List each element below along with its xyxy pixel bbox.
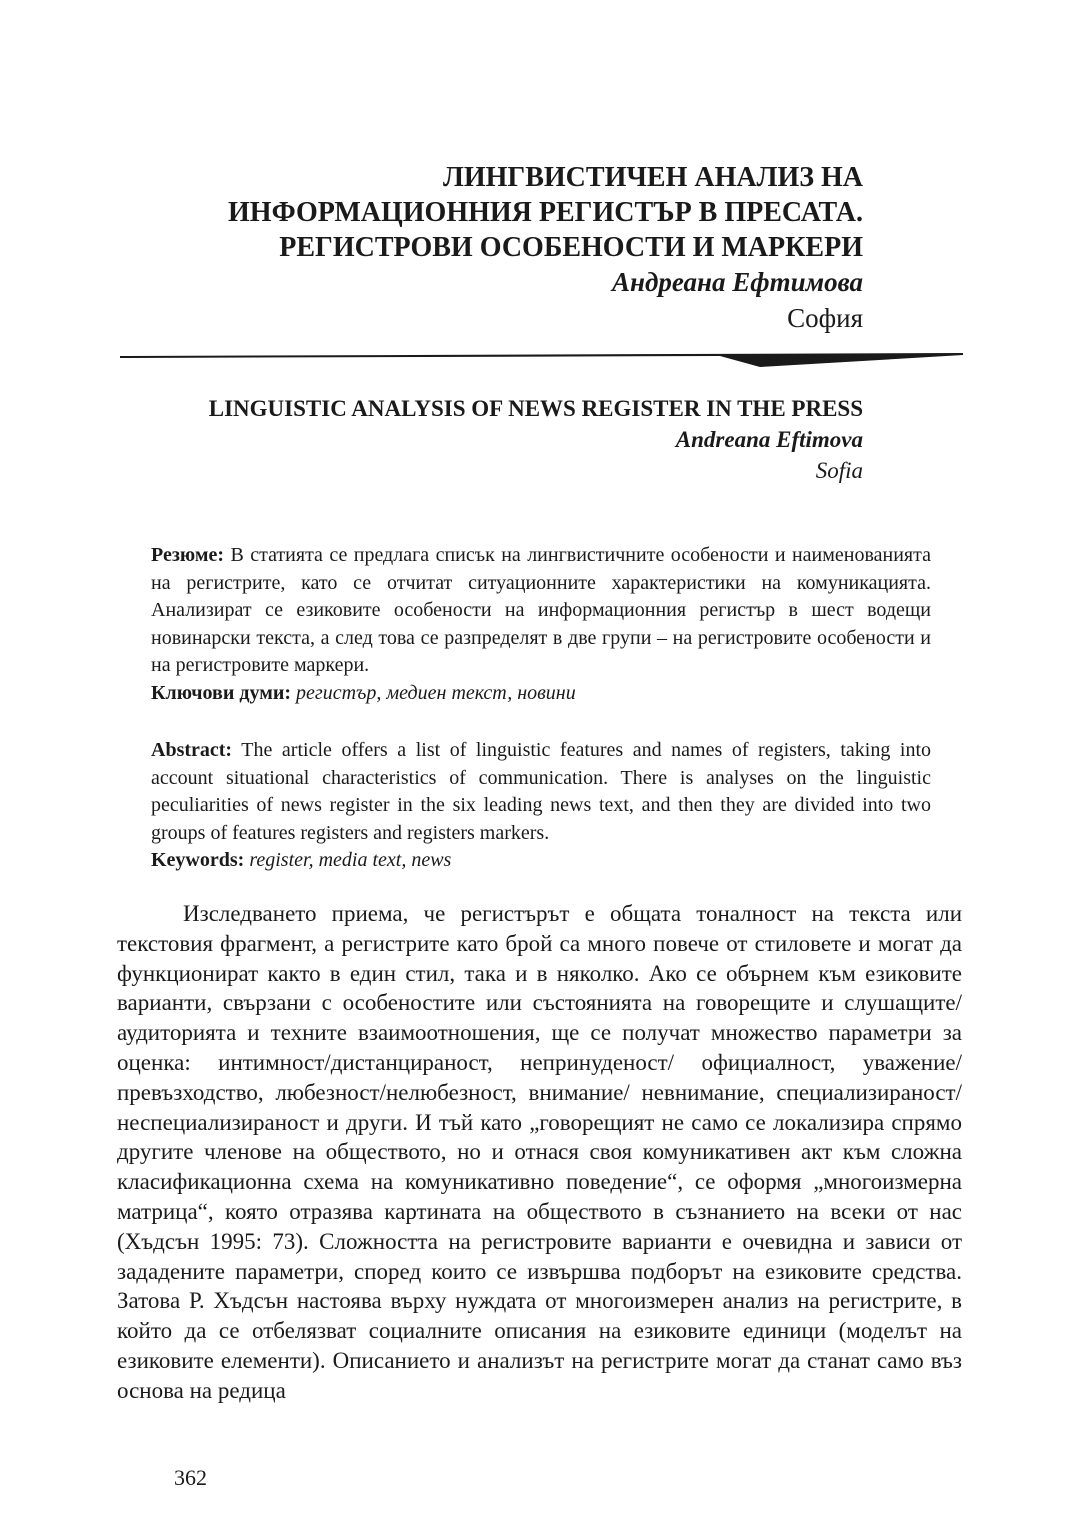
author-name-en: Andreana Eftimova [675,427,863,452]
keywords-bg [151,680,931,708]
title-divider [120,346,963,372]
abstract-bg-label: Резюме: [151,544,225,566]
keywords-bg-label: Ключови думи: [151,681,292,704]
abstract-en-label: Abstract: [151,739,233,761]
title-line-3: РЕГИСТРОВИ ОСОБЕНОСТИ И МАРКЕРИ [279,232,863,263]
keywords-bg-values: регистър, медиен текст, новини [291,681,576,704]
title-line-1: ЛИНГВИСТИЧЕН АНАЛИЗ НА [442,162,863,193]
keywords-en-label: Keywords: [151,849,245,871]
abstract-bg-text: В статията се предлага списък на лингвистичните особености и наименованията на регистрите, като се отчитат ситуационните характеристики на комуникацията. Анализират се езиковите особености на информационния регистър в шест водещи новинарски текста, а след това се разпределят в две групи – на регистровите особености и на регистровите маркери. [151,544,931,676]
abstract-en-paragraph [151,737,931,847]
abstract-en [151,737,931,875]
title-block-en [103,393,863,486]
divider-wedge [120,353,963,367]
author-name-bg: Андреана Ефтимова [612,267,863,297]
page-number: 362 [174,1465,207,1490]
body-paragraph: Изследването приема, че регистърът е общата тоналност на текста или текстовия фрагмент, а регистрите като брой са много повече от стиловете и могат да функционират както в един стил, така и в няколко. Ако се обърнем към езиковите варианти, свързани с особеностите или състоянията на говорещите и слушащите/аудиторията и техните взаимоотношения, ще се получат множество параметри за оценка: интимност/дистанцираност, непринуденост/ официалност, уважение/превъзходство, любезност/нелюбезност, внимание/ невнимание, специализираност/неспециализираност и други. И тъй като „говорещият не само се локализира спрямо другите членове на обществото, но и отнася своя комуникативен акт към сложна класификационна схема на комуникативно поведение“, се оформя „многоизмерна матрица“, която отразява картината на обществото в съзнанието на всеки от нас (Хъдсън 1995: 73). Сложността на регистровите варианти е очевидна и зависи от зададените параметри, според които се извършва подборът на езиковите средства. Затова Р. Хъдсън настоява върху нуждата от многоизмерен анализ на регистрите, в който да се отбелязват социалните описания на езиковите единици (моделът на езиковите елементи). Описанието и анализът на регистрите могат да станат само въз основа на редица [117,901,962,1403]
keywords-en-values: register, media text, news [244,849,452,871]
abstract-bg [151,542,931,707]
title-en: LINGUISTIC ANALYSIS OF NEWS REGISTER IN THE PRESS [208,396,863,421]
author-city-en: Sofia [815,458,863,483]
author-city-bg: София [787,303,863,333]
title-line-2: ИНФОРМАЦИОННИЯ РЕГИСТЪР В ПРЕСАТА. [228,197,863,228]
abstract-bg-paragraph [151,542,931,680]
abstract-en-text: The article offers a list of linguistic features and names of registers, taking into account situational characteristics of communication. There is analyses on the linguistic peculiarities of news register in the six leading news text, and then they are divided into two groups of features registers and registers markers. [151,739,931,844]
keywords-en [151,847,931,875]
title-block-bg [103,160,863,335]
